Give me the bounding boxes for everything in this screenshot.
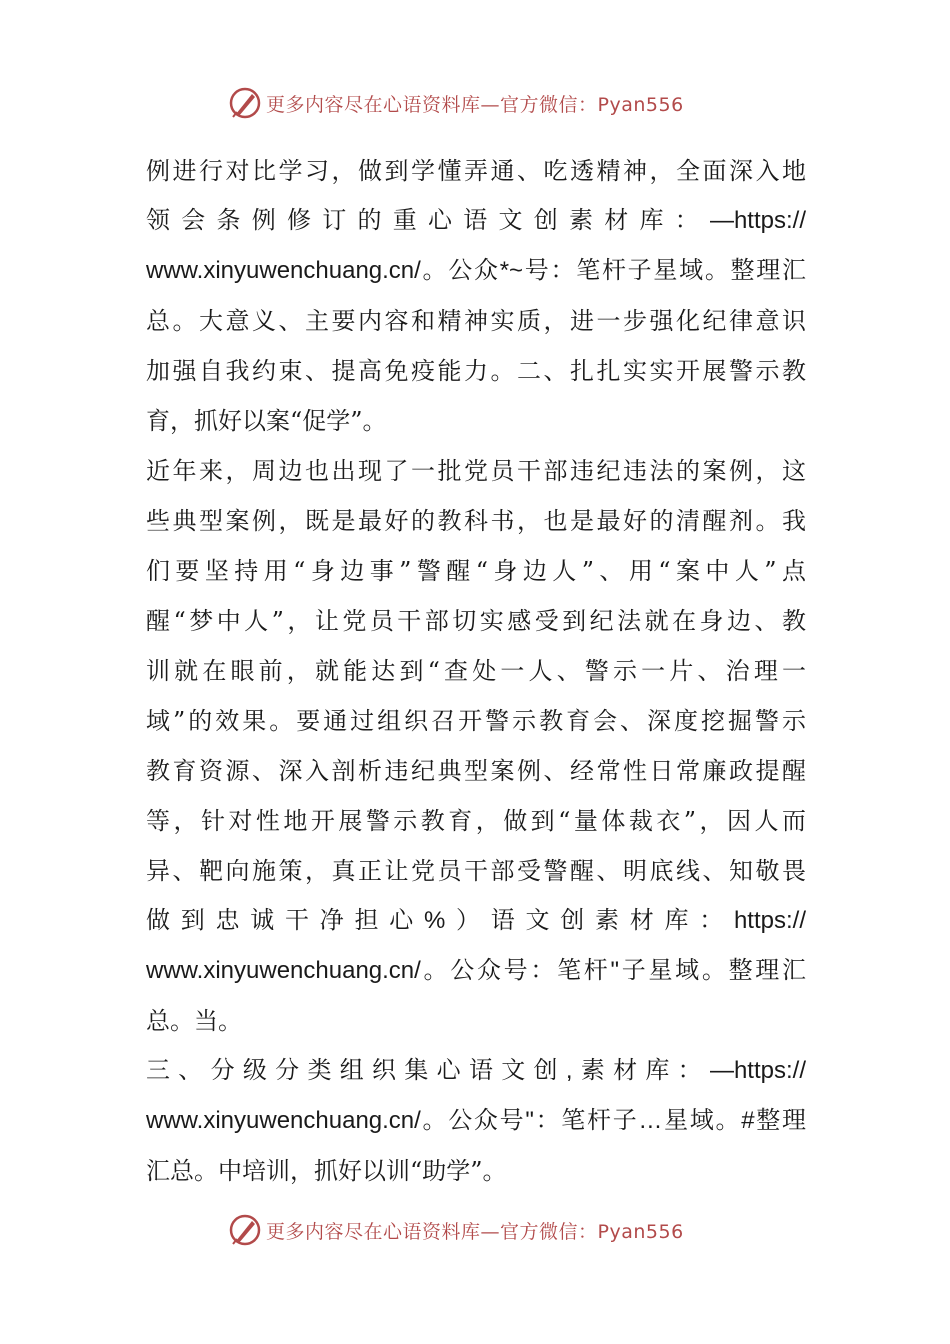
text-line: 例进行对比学习，做到学懂弄通、吃透精神，全面深入地 bbox=[146, 157, 806, 185]
banner-wechat: 官方微信：Pyan556 bbox=[500, 1220, 684, 1243]
text-line: www.xinyuwenchuang.cn/。公众*~号：笔杆子星域。整理汇 bbox=[146, 257, 806, 284]
text-line: 领会条例修订的重心语文创素材库：—https:// bbox=[146, 207, 806, 234]
footer-banner-inner bbox=[228, 1210, 684, 1250]
text-line: 近年来，周边也出现了一批党员干部违纪违法的案例，这 bbox=[146, 457, 806, 485]
text-line: 训就在眼前，就能达到“查处一人、警示一片、治理一 bbox=[146, 657, 806, 685]
header-banner-inner bbox=[228, 83, 684, 123]
header-banner-text bbox=[266, 90, 684, 117]
text-line: 些典型案例，既是最好的教科书，也是最好的清醒剂。我 bbox=[146, 507, 806, 535]
text-line: 总。当。 bbox=[146, 1007, 242, 1035]
banner-dash: — bbox=[480, 93, 501, 116]
banner-dash: — bbox=[480, 1220, 501, 1243]
header-banner bbox=[0, 83, 950, 123]
text-line: 加强自我约束、提高免疫能力。二、扎扎实实开展警示教 bbox=[146, 357, 806, 385]
text-line: 们要坚持用“身边事”警醒“身边人”、用“案中人”点 bbox=[146, 557, 806, 585]
text-line: 总。大意义、主要内容和精神实质，进一步强化纪律意识 bbox=[146, 307, 806, 335]
text-line: 育，抓好以案“促学”。 bbox=[146, 407, 387, 435]
document-body bbox=[146, 146, 806, 1196]
footer-banner-text bbox=[266, 1217, 684, 1244]
text-line: 教育资源、深入剖析违纪典型案例、经常性日常廉政提醒 bbox=[146, 757, 806, 785]
text-line: 三、分级分类组织集心语文创,素材库：—https:// bbox=[146, 1057, 806, 1084]
text-line: www.xinyuwenchuang.cn/。公众号"：笔杆子…星域。#整理 bbox=[146, 1107, 806, 1134]
pen-logo-icon bbox=[228, 1213, 262, 1247]
pen-logo-icon bbox=[228, 86, 262, 120]
text-line: 异、靶向施策，真正让党员干部受警醒、明底线、知敬畏 bbox=[146, 857, 806, 885]
text-line: 醒“梦中人”，让党员干部切实感受到纪法就在身边、教 bbox=[146, 607, 806, 635]
banner-wechat: 官方微信：Pyan556 bbox=[500, 93, 684, 116]
banner-main: 更多内容尽在心语资料库 bbox=[266, 93, 481, 116]
footer-banner bbox=[0, 1210, 950, 1250]
text-line: 等，针对性地开展警示教育，做到“量体裁衣”，因人而 bbox=[146, 807, 806, 835]
text-line: 汇总。中培训，抓好以训“助学”。 bbox=[146, 1157, 507, 1185]
text-line: 域”的效果。要通过组织召开警示教育会、深度挖掘警示 bbox=[146, 707, 806, 735]
banner-main: 更多内容尽在心语资料库 bbox=[266, 1220, 481, 1243]
text-line: 做到忠诚干净担心%）语文创素材库：https:// bbox=[146, 907, 806, 934]
text-line: www.xinyuwenchuang.cn/。公众号：笔杆"子星域。整理汇 bbox=[146, 957, 806, 984]
